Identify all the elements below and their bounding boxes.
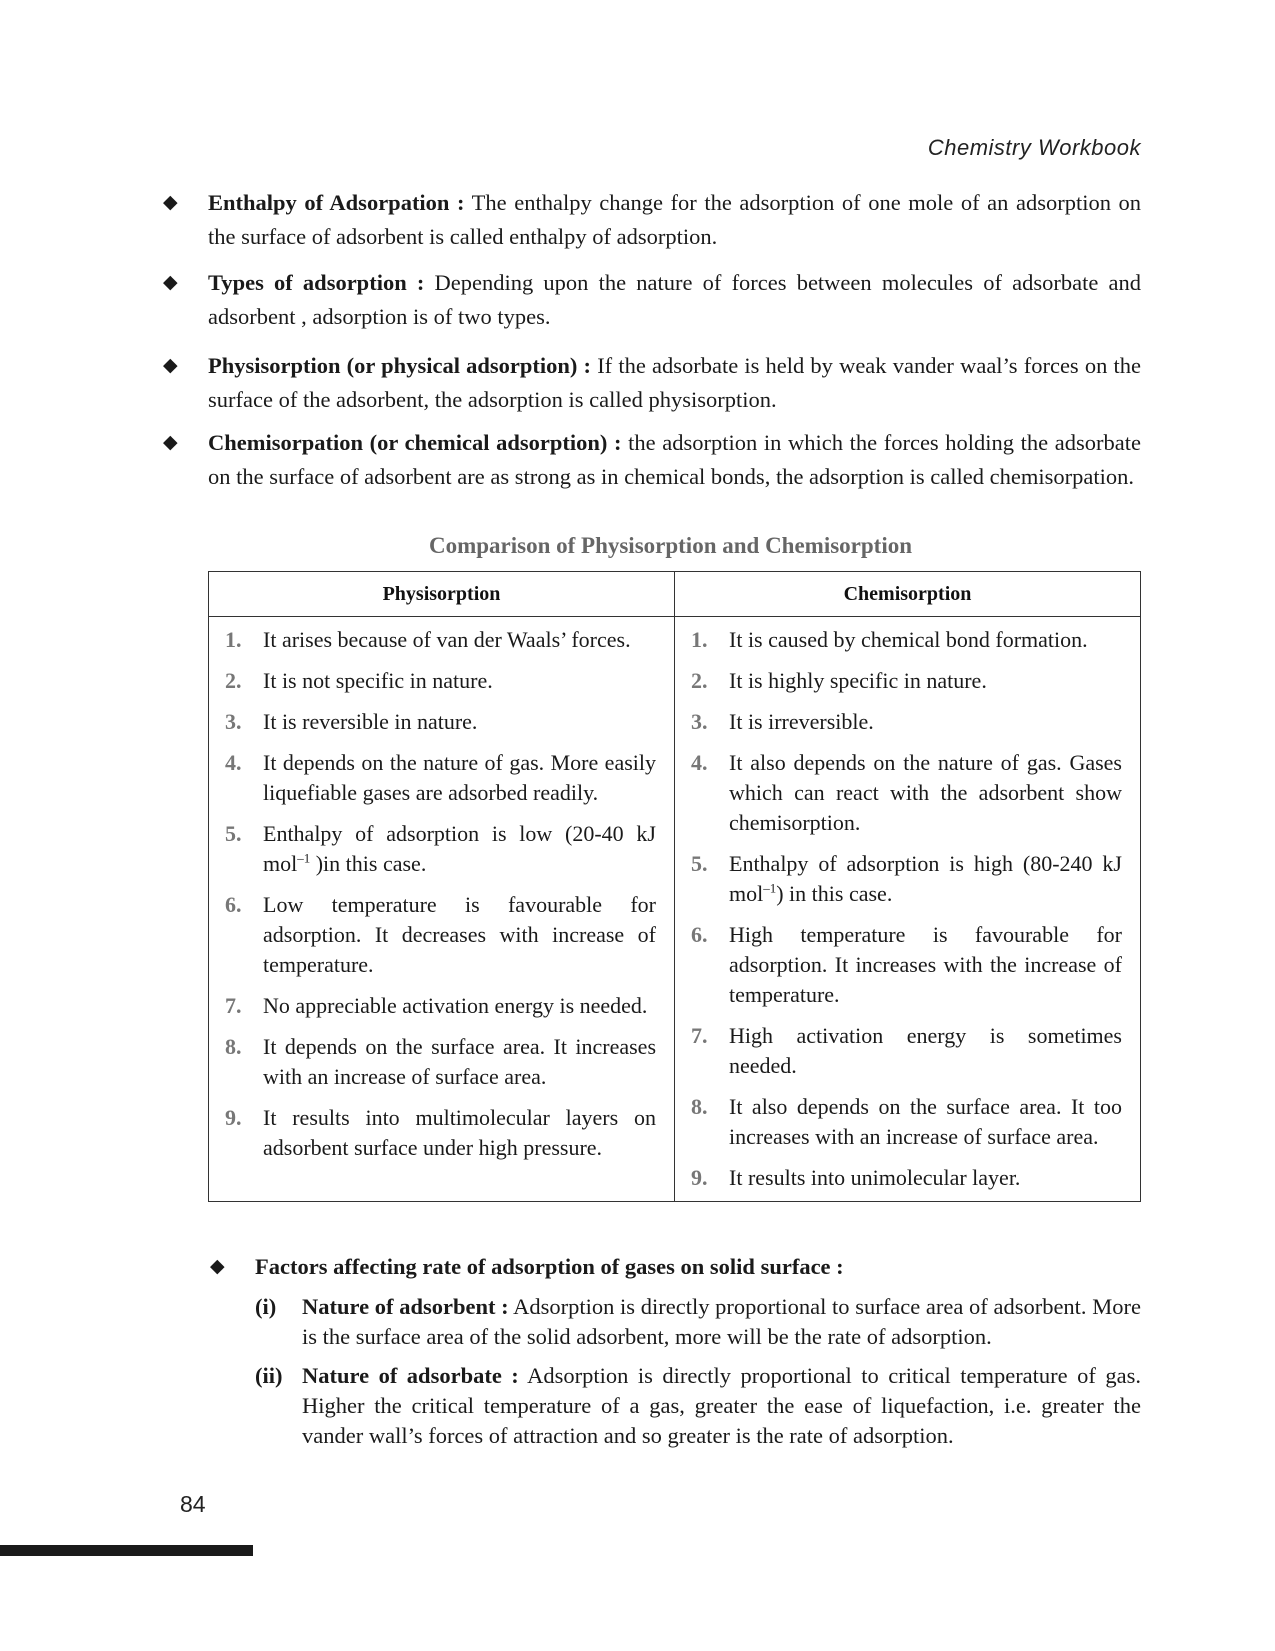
item-number: 5. [691,851,708,876]
factor-term: Nature of adsorbate : [302,1363,519,1388]
list-item [691,1021,1122,1081]
item-number: 6. [691,922,708,947]
list-item [225,1103,656,1163]
definition: If the adsorbate is held by weak vander waal’s forces on the surface of the adsorbent, the adsorption is called physisorption. [208,353,1141,412]
diamond-bullet-icon: ◆ [163,432,178,453]
item-text: It results into multimolecular layers on adsorbent surface under high pressure. [263,1105,656,1160]
list-item [691,1092,1122,1152]
list-item [225,666,656,696]
item-text: High activation energy is sometimes needed. [729,1023,1122,1078]
item-text: It arises because of van der Waals’ forces. [263,627,631,652]
list-item [691,666,1122,696]
diamond-bullet-icon: ◆ [163,192,178,213]
definition: The enthalpy change for the adsorption of one mole of an adsorption on the surface of adsorbent is called enthalpy of adsorption. [208,190,1142,249]
item-text: It is highly specific in nature. [729,668,987,693]
list-item [225,748,656,808]
table-title: Comparison of Physisorption and Chemisorption [428,533,913,558]
term: Chemisorpation (or chemical adsorption) : [208,430,622,455]
item-number: 2. [691,668,708,693]
item-number: 4. [691,750,708,775]
list-item [225,707,656,737]
factors-heading-text: Factors affecting rate of adsorption of gases on solid surface : [255,1254,844,1279]
list-item [691,849,1122,909]
bullet-enthalpy [163,186,1141,254]
list-item [691,748,1122,838]
list-item [225,890,656,980]
item-number: 9. [225,1105,242,1130]
physisorption-column [209,617,675,1202]
item-number: 8. [225,1034,242,1059]
item-number: 3. [225,709,242,734]
item-number: 7. [225,993,242,1018]
term: Physisorption (or physical adsorption) : [208,353,592,378]
factor-text: Adsorption is directly proportional to surface area of adsorbent. More is the surface area of the solid adsorbent, more will be the rate of adsorption. [302,1294,1141,1349]
chemisorption-column [675,617,1141,1202]
term: Enthalpy of Adsorpation : [208,190,465,215]
item-number: 4. [225,750,242,775]
bullet-physisorption [163,349,1141,417]
bullet-chemisorption [163,426,1141,494]
footer-bar [0,1545,253,1556]
item-number: 1. [225,627,242,652]
superscript: –1 [763,880,777,896]
item-text: It also depends on the nature of gas. Gases which can react with the adsorbent show chemisorption. [729,750,1122,835]
item-text: It depends on the nature of gas. More easily liquefiable gases are adsorbed readily. [263,750,656,805]
table-header-row [209,572,1141,617]
item-text: Enthalpy of adsorption is high (80-240 kJ mol$^{-1}$) in this case. [729,851,1122,906]
header-physisorption: Physisorption [209,572,675,617]
factor-item [210,1361,1141,1451]
item-number: 6. [225,892,242,917]
definition: the adsorption in which the forces holding the adsorbate on the surface of adsorbent are as strong as in chemical bonds, the adsorption is called chemisorpation. [208,430,1141,489]
diamond-bullet-icon: ◆ [210,1256,225,1277]
factor-item [210,1292,1141,1352]
list-item [691,625,1122,655]
factors-section [210,1251,1141,1451]
list-item [225,625,656,655]
factor-text: Adsorption is directly proportional to critical temperature of gas. Higher the critical temperature of a gas, greater the ease of liquefaction, i.e. greater the vander wall’s forces of attraction and so greater is the rate of adsorption. [302,1363,1142,1448]
table-body-row [209,617,1141,1202]
comparison-table [208,571,1141,1202]
item-text: It is reversible in nature. [263,709,478,734]
item-text: It results into unimolecular layer. [729,1165,1021,1190]
item-number: 7. [691,1023,708,1048]
running-header: Chemistry Workbook [927,135,1141,160]
list-item [691,920,1122,1010]
item-text: Enthalpy of adsorption is low (20-40 kJ mol$^{-1}$ )in this case. [263,821,656,876]
item-text: Low temperature is favourable for adsorption. It decreases with increase of temperature. [263,892,656,977]
superscript: –1 [297,850,311,866]
item-text: No appreciable activation energy is needed. [263,993,648,1018]
item-text: It also depends on the surface area. It too increases with an increase of surface area. [729,1094,1122,1149]
diamond-bullet-icon: ◆ [163,355,178,376]
list-item [691,707,1122,737]
list-item [225,991,656,1021]
diamond-bullet-icon: ◆ [163,272,178,293]
factors-heading [210,1251,1141,1283]
item-text: It is irreversible. [729,709,874,734]
page-number: 84 [180,1491,206,1517]
header-chemisorption: Chemisorption [675,572,1141,617]
bullet-types [163,266,1141,334]
term: Types of adsorption : [208,270,425,295]
item-number: 3. [691,709,708,734]
list-item [225,819,656,879]
factor-term: Nature of adsorbent : [302,1294,509,1319]
list-item [691,1163,1122,1193]
list-item [225,1032,656,1092]
item-number: 1. [691,627,708,652]
item-text: High temperature is favourable for adsorption. It increases with the increase of temperature. [729,922,1122,1007]
item-number: 8. [691,1094,708,1119]
roman-numeral: (ii) [255,1363,283,1388]
item-text: It is not specific in nature. [263,668,493,693]
item-text: It depends on the surface area. It increases with an increase of surface area. [263,1034,656,1089]
item-number: 2. [225,668,242,693]
item-number: 5. [225,821,242,846]
definitions-list [163,186,1141,494]
definition: Depending upon the nature of forces between molecules of adsorbate and adsorbent , adsorption is of two types. [208,270,1141,329]
item-number: 9. [691,1165,708,1190]
roman-numeral: (i) [255,1294,277,1319]
item-text: It is caused by chemical bond formation. [729,627,1088,652]
